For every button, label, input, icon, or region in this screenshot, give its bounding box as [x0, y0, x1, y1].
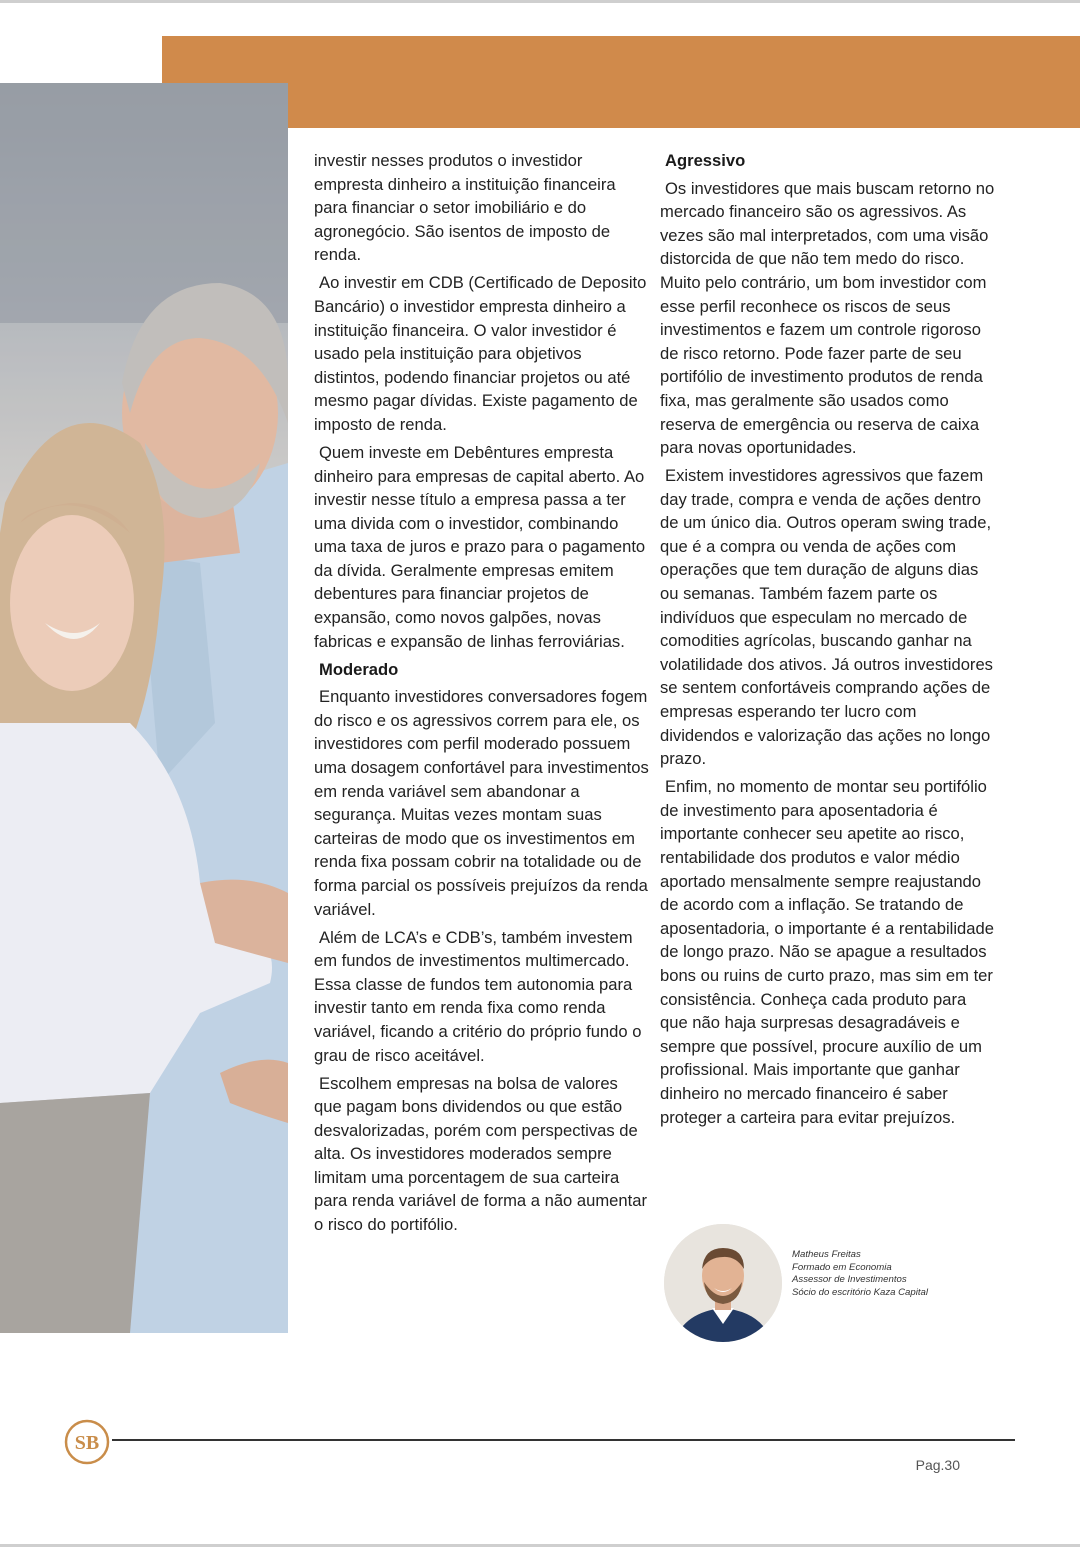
paragraph: investir nesses produtos o investidor empresta dinheiro a instituição financeira para financiar o setor imobiliário e do agronegócio. São isentos de imposto de renda. [314, 151, 616, 265]
left-column [314, 149, 650, 1241]
paragraph: Enquanto investidores conversadores fogem do risco e os agressivos correm para ele, os investidores com perfil moderado possuem uma dosagem confortável para investimentos em renda variável sem abandonar a segurança. Muitas vezes montam suas carteiras de modo que os investimentos em renda fixa possam cobrir na totalidade ou de forma parcial os possíveis prejuízos da renda variável. [314, 687, 649, 919]
paragraph: Existem investidores agressivos que fazem day trade, compra e venda de ações dentro de um único dia. Outros operam swing trade, que é a compra ou venda de ações com operações que tem duração de alguns dias ou semanas. Também fazem parte os indivíduos que especulam no mercado de comodities agrícolas, buscando ganhar na volatilidade dos ativos. Já outros investidores se sentem confortáveis comprando ações de empresas esperando ter lucro com dividendos e valorização das ações no longo prazo. [660, 466, 993, 769]
paragraph: Enfim, no momento de montar seu portifólio de investimento para aposentadoria é importante conhecer seu apetite ao risco, rentabilidade dos produtos e valor médio aportado mensalmente sempre reajustando de acordo com a inflação. Se tratando de aposentadoria, o importante é a rentabilidade de longo prazo. Não se apague a resultados bons ou ruins de curto prazo, mas sim em ter consistência. Conheça cada produto para que não haja surpresas desagradáveis e sempre que possível, procure auxílio de um profissional. Mais importante que ganhar dinheiro no mercado financeiro é saber proteger a carteira para evitar prejuízos. [660, 777, 994, 1127]
author-avatar [664, 1224, 782, 1342]
paragraph: Ao investir em CDB (Certificado de Deposito Bancário) o investidor empresta dinheiro a instituição financeira. O valor investidor é usado pela instituição para objetivos distintos, podendo financiar projetos ou até mesmo pagar dívidas. Existe pagamento de imposto de renda. [314, 273, 647, 434]
author-info [792, 1249, 928, 1299]
header-accent-band [162, 36, 1080, 128]
logo-text: SB [74, 1432, 100, 1454]
paragraph: Escolhem empresas na bolsa de valores que pagam bons dividendos ou que estão desvalorizadas, porém com perspectivas de alta. Os investidores moderados sempre limitam uma porcentagem de sua carteira para renda variável de forma a não aumentar o risco do portifólio. [314, 1073, 647, 1235]
paragraph: Quem investe em Debêntures empresta dinheiro para empresas de capital aberto. Ao investir nesse título a empresa passa a ter uma divida com o investidor, combinando uma taxa de juros e prazo para o pagamento da dívida. Geralmente empresas emitem debentures para financiar projetos de expansão, como novos galpões, novas fabricas e expansão de linhas ferroviárias. [314, 442, 646, 651]
author-credential: Sócio do escritório Kaza Capital [792, 1286, 928, 1298]
couple-photo [0, 83, 288, 1333]
section-heading-agressivo: Agressivo [665, 151, 746, 170]
author-name: Matheus Freitas [792, 1249, 861, 1260]
author-credential: Formado em Economia [792, 1261, 892, 1273]
sb-logo-icon [63, 1418, 111, 1466]
footer-rule [112, 1439, 1015, 1441]
paragraph: Além de LCA’s e CDB’s, também investem em fundos de investimentos multimercado. Essa classe de fundos tem autonomia para investir tanto em renda fixa como renda variável, ficando a critério do próprio fundo o grau de risco aceitável. [314, 927, 642, 1065]
right-column [660, 149, 996, 1134]
author-credential: Assessor de Investimentos [792, 1274, 907, 1286]
top-rule [0, 0, 1080, 3]
paragraph: Os investidores que mais buscam retorno no mercado financeiro são os agressivos. As vezes são mal interpretados, com uma visão distorcida de que não tem medo do risco. Muito pelo contrário, um bom investidor com esse perfil reconhece os riscos de seus investimentos e fazem um controle rigoroso de risco retorno. Pode fazer parte de seu portifólio de investimento produtos de renda fixa, mas geralmente são usados como reserva de emergência ou reserva de caixa para novas oportunidades. [660, 178, 995, 458]
section-heading-moderado: Moderado [319, 659, 399, 679]
page-number: Pag.30 [915, 1457, 960, 1473]
